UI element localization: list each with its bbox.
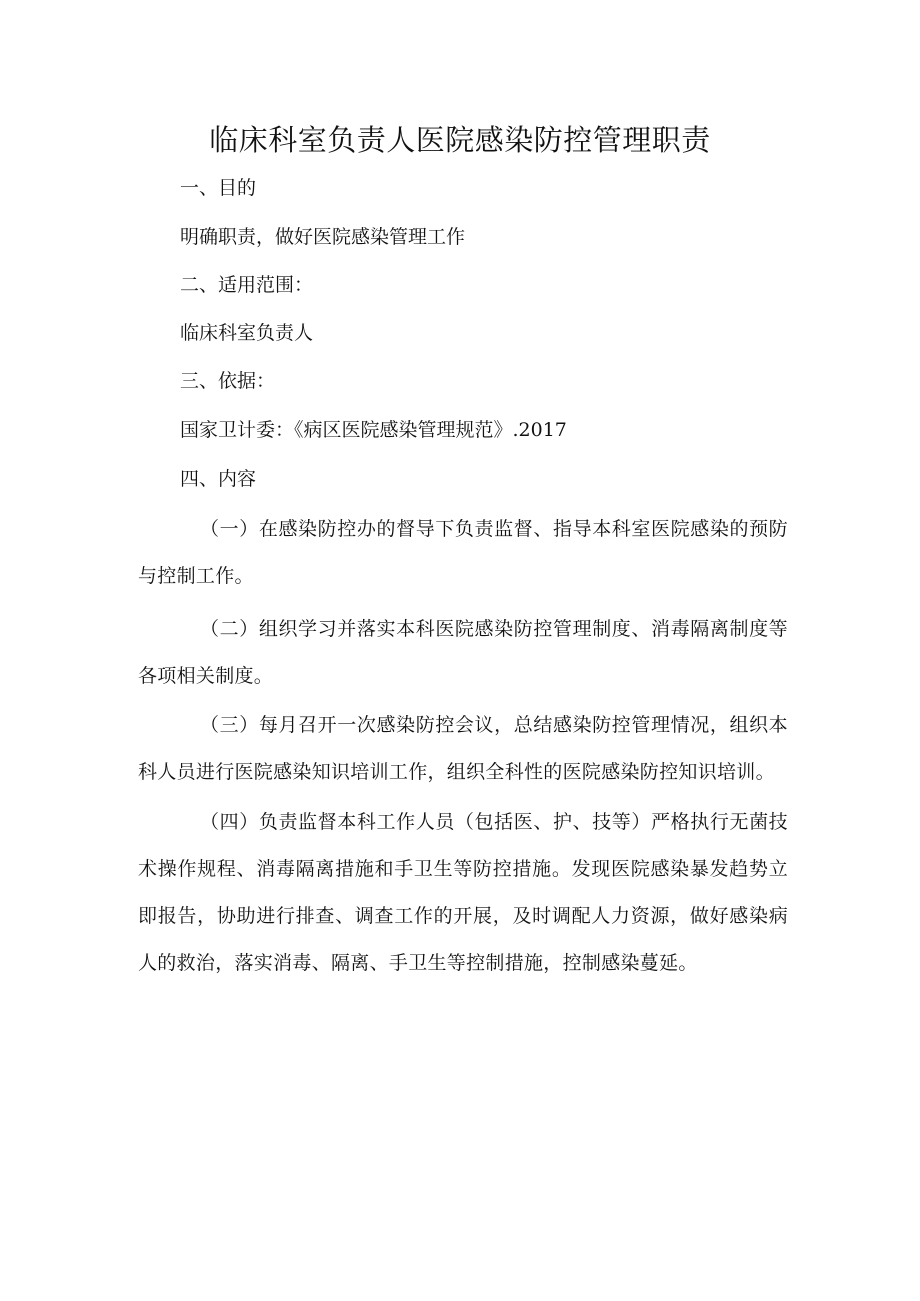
content-heading: 四、内容 [180, 468, 257, 490]
content-paragraph-2: （二）组织学习并落实本科医院感染防控管理制度、消毒隔离制度等各项相关制度。 [138, 618, 788, 687]
purpose-heading: 一、目的 [180, 177, 257, 199]
content-paragraph-1: （一）在感染防控办的督导下负责监督、指导本科室医院感染的预防与控制工作。 [138, 518, 788, 587]
content-paragraph-4: （四）负责监督本科工作人员（包括医、护、技等）严格执行无菌技术操作规程、消毒隔离措施和手卫生等防控措施。发现医院感染暴发趋势立即报告，协助进行排查、调查工作的开展，及时调配人力资源，做好感染病人的救治，落实消毒、隔离、手卫生等控制措施，控制感染蔓延。 [138, 811, 788, 974]
purpose-text: 明确职责，做好医院感染管理工作 [180, 226, 466, 248]
basis-text: 国家卫计委：《病区医院感染管理规范》.2017 [180, 419, 567, 441]
scope-heading: 二、适用范围： [180, 274, 314, 296]
content-paragraph-3: （三）每月召开一次感染防控会议，总结感染防控管理情况，组织本科人员进行医院感染知识培训工作，组织全科性的医院感染防控知识培训。 [138, 714, 788, 783]
scope-text: 临床科室负责人 [180, 322, 314, 344]
basis-heading: 三、依据： [180, 370, 276, 392]
document-title: 临床科室负责人医院感染防控管理职责 [209, 123, 711, 157]
